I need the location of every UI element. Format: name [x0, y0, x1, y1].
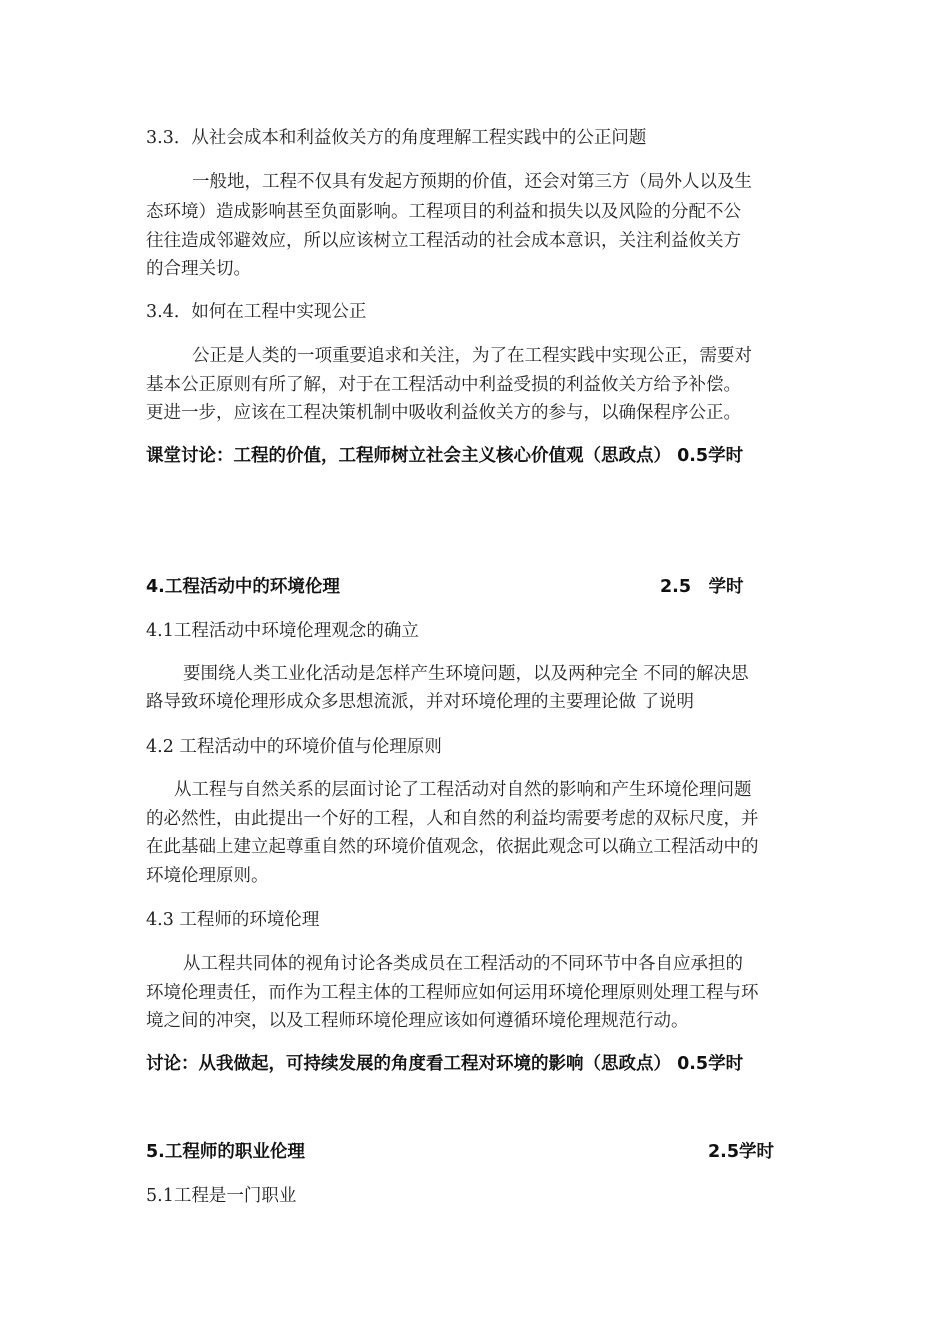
paragraph-line: 的合理关切。	[146, 259, 251, 279]
section-heading-4-1: 4.1工程活动中环境伦理观念的确立	[146, 621, 419, 641]
paragraph-line: 在此基础上建立起尊重自然的环境价值观念，依据此观念可以确立工程活动中的	[146, 837, 759, 857]
chapter-5-hours: 2.5学时	[708, 1142, 775, 1162]
section-heading-5-1: 5.1工程是一门职业	[146, 1186, 297, 1206]
paragraph-line: 一般地，工程不仅具有发起方预期的价值，还会对第三方（局外人以及生	[192, 172, 752, 192]
section-heading-3-3: 3.3．从社会成本和利益攸关方的角度理解工程实践中的公正问题	[146, 128, 647, 148]
paragraph-line: 的必然性，由此提出一个好的工程，人和自然的利益均需要考虑的双标尺度，并	[146, 809, 759, 829]
paragraph-line: 路导致环境伦理形成众多思想流派，并对环境伦理的主要理论做 了说明	[146, 692, 695, 712]
section-heading-3-4: 3.4．如何在工程中实现公正	[146, 302, 367, 322]
chapter-4-hours: 2.5 学时	[660, 577, 744, 597]
paragraph-line: 环境伦理原则。	[146, 866, 269, 886]
paragraph-line: 态环境）造成影响甚至负面影响。工程项目的利益和损失以及风险的分配不公	[146, 202, 741, 222]
paragraph-line: 从工程共同体的视角讨论各类成员在工程活动的不同环节中各自应承担的	[183, 954, 743, 974]
paragraph-line: 环境伦理责任，而作为工程主体的工程师应如何运用环境伦理原则处理工程与环	[146, 983, 759, 1003]
chapter-4-title: 4.工程活动中的环境伦理	[146, 577, 340, 597]
paragraph-line: 公正是人类的一项重要追求和关注，为了在工程实践中实现公正，需要对	[192, 346, 752, 366]
class-discussion-3: 课堂讨论：工程的价值，工程师树立社会主义核心价值观（思政点） 0.5学时	[146, 446, 744, 466]
paragraph-line: 基本公正原则有所了解，对于在工程活动中利益受损的利益攸关方给予补偿。	[146, 375, 741, 395]
chapter-5-title: 5.工程师的职业伦理	[146, 1142, 305, 1162]
section-heading-4-2: 4.2 工程活动中的环境价值与伦理原则	[146, 737, 442, 757]
class-discussion-4: 讨论：从我做起，可持续发展的角度看工程对环境的影响（思政点） 0.5学时	[146, 1054, 744, 1074]
section-heading-4-3: 4.3 工程师的环境伦理	[146, 910, 320, 930]
paragraph-line: 更进一步，应该在工程决策机制中吸收利益攸关方的参与，以确保程序公正。	[146, 403, 741, 423]
paragraph-line: 境之间的冲突，以及工程师环境伦理应该如何遵循环境伦理规范行动。	[146, 1011, 689, 1031]
paragraph-line: 往往造成邻避效应，所以应该树立工程活动的社会成本意识，关注利益攸关方	[146, 231, 741, 251]
paragraph-line: 要围绕人类工业化活动是怎样产生环境问题，以及两种完全 不同的解决思	[183, 664, 749, 684]
paragraph-line: 从工程与自然关系的层面讨论了工程活动对自然的影响和产生环境伦理问题	[174, 780, 752, 800]
